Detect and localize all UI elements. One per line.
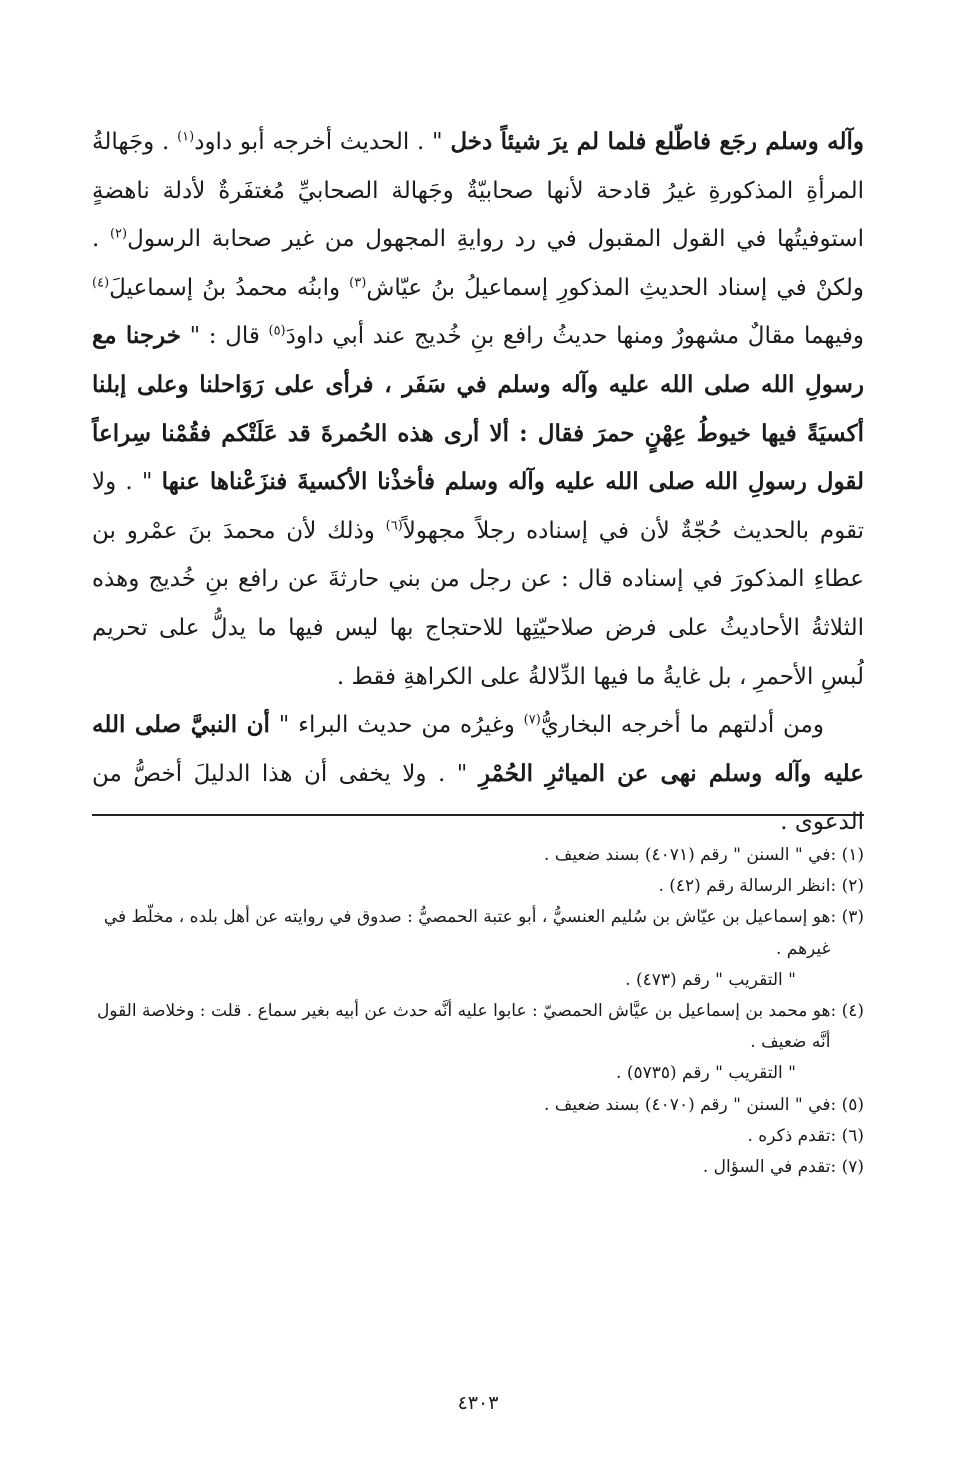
footnote-reference: (٥)	[268, 323, 286, 339]
footnote-text: تقدم ذكره .	[747, 1125, 831, 1146]
main-text	[92, 118, 864, 847]
footnote-number: (٥) :	[830, 1094, 864, 1115]
paragraph-2	[92, 701, 864, 847]
footnote-item	[92, 871, 864, 902]
footnote-item	[92, 1090, 864, 1121]
footnote-item	[92, 996, 864, 1058]
text-run: وذلك لأن محمدَ بنَ عمْرو بن عطاءِ المذكورَ في إسناده قال : عن رجل من بني حارثةَ عن رافع بنِ خُديج وهذه الثلاثةُ الأحاديثُ على فرض صلاحيّتِها للاحتجاج بها ليس فيها ما يدلُّ على تحريم لُبسِ الأحمرِ ، بل غايةُ ما فيها الدِّلالةُ على الكراهةِ فقط .	[92, 517, 864, 690]
footnote-text: هو محمد بن إسماعيل بن عيَّاش الحمصيّ : عابوا عليه أنَّه حدث عن أبيه بغير سماع . قلت : وخلاصة القول أنَّه ضعيف .	[96, 1001, 831, 1053]
footnote-reference: (٤)	[92, 275, 110, 291]
footnote-text: في " السنن " رقم (٤٠٧٠) بسند ضعيف .	[543, 1094, 831, 1115]
footnote-item	[92, 902, 864, 964]
footnote-number: (٣) :	[830, 907, 864, 928]
footnote-item	[92, 840, 864, 871]
footnote-source: " التقريب " رقم (٥٧٣٥) .	[616, 1063, 796, 1084]
footnote-number: (٦) :	[830, 1125, 864, 1146]
footnote-reference: (١)	[177, 129, 195, 145]
footnote-item	[92, 1152, 864, 1183]
text-run: وغيرُه من حديث البراء "	[269, 712, 524, 739]
text-run: " . ولا تقوم بالحديث حُجّةٌ لأن في إسناده رجلاً مجهولاً	[92, 469, 864, 544]
footnote-separator	[92, 814, 864, 816]
paragraph-1	[92, 118, 864, 701]
footnote-text: انظر الرسالة رقم (٤٢) .	[658, 876, 831, 897]
footnote-reference: (٦)	[385, 518, 403, 534]
text-run: . وجَهالةُ المرأةِ المذكورةِ غيرُ قادحة لأنها صحابيّةٌ وجَهالة الصحابيِّ مُغتفَرةٌ لأدلة ناهضةٍ استوفيتُها في القول المقبول في رد روايةِ المجهول من غير صحابة الرسول	[92, 129, 865, 253]
text-run: " . الحديث أخرجه أبو داود	[194, 129, 451, 155]
text-run: " . ولا يخفى أن هذا الدليلَ أخصُّ من الدعوى .	[92, 760, 864, 836]
footnote-number: (٢) :	[830, 876, 864, 897]
text-run: قال : "	[180, 323, 269, 350]
footnote-number: (٤) :	[830, 1001, 864, 1022]
text-run: وفيهما مقالٌ مشهورٌ ومنها حديثُ رافع بنِ خُديج عند أبي داودَ	[285, 323, 864, 350]
page-number: ٤٣٠٣	[457, 1392, 499, 1414]
text-run: . ولكنْ في إسناد الحديثِ المذكورِ إسماعيلُ بنُ عيّاش	[92, 226, 864, 301]
text-run: ومن أدلتهم ما أخرجه البخاريُّ	[540, 712, 824, 739]
hadith-quote: وآله وسلم رجَع فاطّلع فلما لم يرَ شيئاً دخل	[450, 128, 864, 155]
footnote-reference: (٧)	[523, 712, 541, 728]
footnote-source: " التقريب " رقم (٤٧٣) .	[625, 969, 796, 990]
footnote-text: تقدم في السؤال .	[702, 1157, 831, 1178]
footnotes	[92, 840, 864, 1183]
footnote-number: (١) :	[830, 845, 864, 865]
footnote-reference: (٣)	[349, 275, 367, 291]
footnote-number: (٧) :	[830, 1157, 864, 1178]
footnote-text: في " السنن " رقم (٤٠٧١) بسند ضعيف .	[543, 845, 831, 865]
footnote-reference: (٢)	[109, 226, 128, 242]
hadith-quote: خرجنا مع رسولِ الله صلى الله عليه وآله وسلم في سَفَر ، فرأى على رَوَاحلنا وعلى إبلنا أكسيَةً فيها خيوطُ عِهْنٍ حمرَ فقال : ألا أرى هذه الحُمرةَ قد عَلَتْكم فقُمْنا سِراعاً لقول رسولِ الله صلى الله عليه وآله وسلم فأخذْنا الأكسيةَ فنزَعْناها عنها	[92, 322, 864, 496]
footnote-text: هو إسماعيل بن عيّاش بن سُليم العنسيُّ ، أبو عتبة الحمصيُّ : صدوق في روايته عن أهل بلده ، مخلّط في غيرهم .	[103, 907, 831, 959]
text-run: وابنُه محمدُ بنُ إسماعيلَ	[109, 274, 350, 301]
hadith-quote: أن النبيَّ صلى الله عليه وآله وسلم نهى عن المياثرِ الحُمْرِ	[92, 711, 864, 787]
footnote-item	[92, 1121, 864, 1152]
